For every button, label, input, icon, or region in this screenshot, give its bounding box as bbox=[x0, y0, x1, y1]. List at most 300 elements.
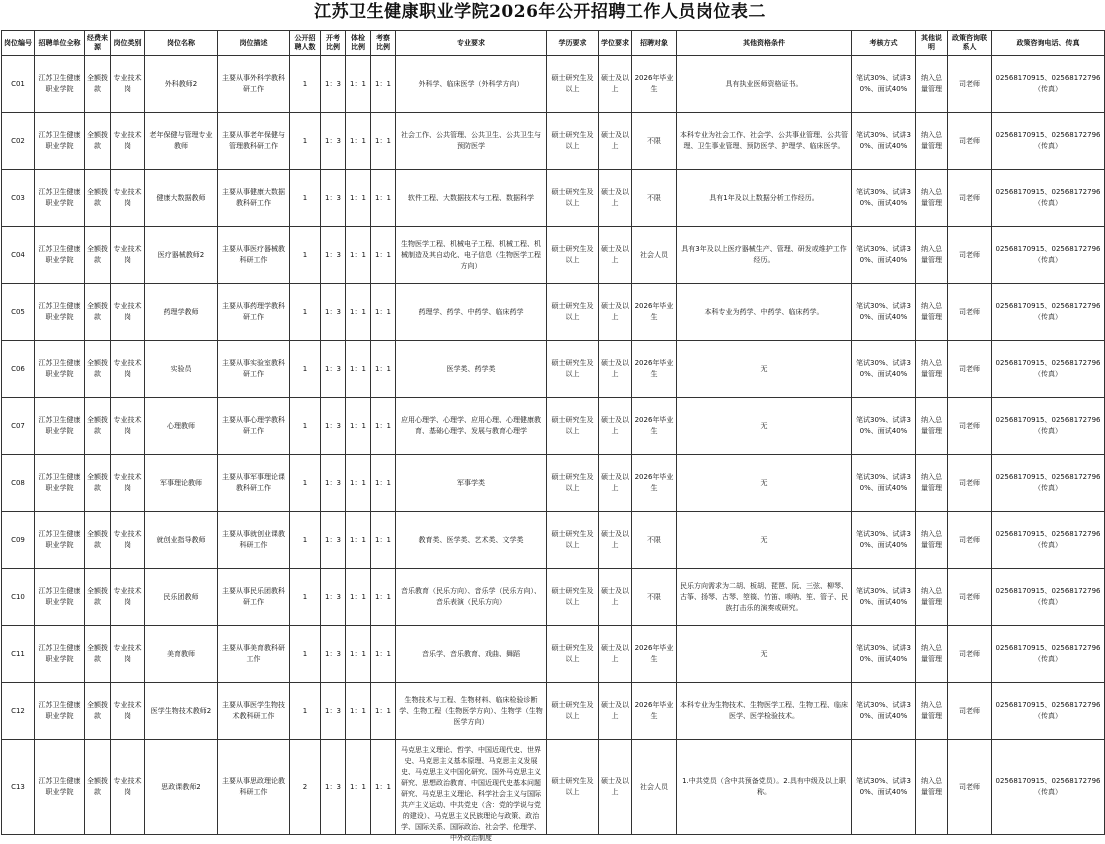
col-funding-text: 全额拨款 bbox=[87, 359, 108, 378]
col-exam-ratio-cell bbox=[321, 170, 346, 227]
col-education-cell bbox=[547, 512, 599, 569]
col-assessment-text: 笔试30%、试讲30%、面试40% bbox=[855, 473, 911, 492]
col-phone-cell bbox=[992, 284, 1105, 341]
col-funding-text: 全额拨款 bbox=[87, 701, 108, 720]
col-post-name-text: 美育教师 bbox=[167, 649, 195, 658]
col-post-desc-cell bbox=[218, 683, 290, 740]
col-headcount-text: 1 bbox=[302, 535, 308, 544]
col-post-name-text: 军事理论教师 bbox=[160, 478, 202, 487]
col-post-id-text: C12 bbox=[11, 706, 25, 715]
col-other-conditions-text: 无 bbox=[760, 421, 768, 430]
col-funding-cell bbox=[85, 569, 111, 626]
col-other-notes-text: 纳入总量管理 bbox=[921, 701, 942, 720]
col-unit-text: 江苏卫生健康职业学院 bbox=[38, 644, 81, 663]
col-major-text: 软件工程、大数据技术与工程、数据科学 bbox=[408, 193, 534, 202]
col-post-id-text: C07 bbox=[11, 421, 25, 430]
col-medical-ratio-cell bbox=[346, 455, 371, 512]
col-medical-ratio-cell bbox=[346, 341, 371, 398]
col-education-text: 硕士研究生及以上 bbox=[551, 302, 594, 321]
col-inspection-ratio-header: 考察比例 bbox=[371, 31, 396, 56]
col-medical-ratio-text: 1：1 bbox=[350, 421, 366, 430]
col-post-category-cell bbox=[111, 683, 145, 740]
col-contact-cell bbox=[948, 170, 992, 227]
col-other-conditions-text: 具有1年及以上数据分析工作经历。 bbox=[709, 193, 819, 202]
col-education-cell bbox=[547, 740, 599, 835]
col-education-cell bbox=[547, 170, 599, 227]
col-unit-cell bbox=[35, 569, 85, 626]
col-headcount-text: 1 bbox=[302, 592, 308, 601]
col-major-cell bbox=[396, 284, 547, 341]
col-target-text: 2026年毕业生 bbox=[634, 74, 674, 93]
col-other-notes-text: 纳入总量管理 bbox=[921, 587, 942, 606]
col-other-notes-cell bbox=[916, 398, 948, 455]
col-funding-cell bbox=[85, 626, 111, 683]
col-degree-text: 硕士及以上 bbox=[601, 131, 629, 150]
col-other-conditions-cell bbox=[677, 113, 852, 170]
col-post-desc-cell bbox=[218, 455, 290, 512]
col-contact-text: 司老师 bbox=[959, 193, 980, 202]
col-degree-text: 硕士及以上 bbox=[601, 302, 629, 321]
col-exam-ratio-text: 1：3 bbox=[325, 649, 341, 658]
col-funding-text: 全额拨款 bbox=[87, 416, 108, 435]
col-post-id-text: C05 bbox=[11, 307, 25, 316]
col-exam-ratio-text: 1：3 bbox=[325, 592, 341, 601]
col-funding-cell bbox=[85, 398, 111, 455]
col-assessment-cell bbox=[852, 683, 916, 740]
col-contact-cell bbox=[948, 626, 992, 683]
col-post-category-text: 专业技术岗 bbox=[113, 473, 142, 492]
col-post-name-cell bbox=[145, 569, 218, 626]
col-post-id-text: C04 bbox=[11, 250, 25, 259]
col-post-name-cell bbox=[145, 170, 218, 227]
col-post-name-cell bbox=[145, 113, 218, 170]
col-post-id-cell bbox=[2, 170, 35, 227]
col-other-conditions-text: 本科专业为生物技术、生物医学工程、生物工程、临床医学、医学检验技术。 bbox=[680, 701, 848, 720]
table-row bbox=[2, 227, 1105, 284]
col-unit-cell bbox=[35, 398, 85, 455]
col-degree-cell bbox=[599, 227, 632, 284]
col-other-conditions-cell bbox=[677, 512, 852, 569]
col-education-text: 硕士研究生及以上 bbox=[551, 644, 594, 663]
col-other-notes-cell bbox=[916, 113, 948, 170]
col-target-cell bbox=[632, 227, 677, 284]
col-post-category-text: 专业技术岗 bbox=[113, 74, 142, 93]
col-funding-text: 全额拨款 bbox=[87, 74, 108, 93]
col-post-name-cell bbox=[145, 398, 218, 455]
col-unit-text: 江苏卫生健康职业学院 bbox=[38, 701, 81, 720]
recruitment-table bbox=[1, 30, 1105, 842]
col-inspection-ratio-text: 1：1 bbox=[375, 421, 391, 430]
col-exam-ratio-text: 1：3 bbox=[325, 364, 341, 373]
col-headcount-text: 1 bbox=[302, 307, 308, 316]
col-post-name-text: 思政课教师2 bbox=[161, 782, 201, 791]
col-post-category-cell bbox=[111, 56, 145, 113]
col-funding-cell bbox=[85, 455, 111, 512]
col-phone-cell bbox=[992, 170, 1105, 227]
col-other-conditions-text: 民乐方向需求为二胡、板胡、琵琶、阮、三弦、柳琴、古筝、扬琴、古琴、箜篌、竹笛、唢呐、笙、管子、民族打击乐的演奏或研究。 bbox=[680, 581, 848, 612]
col-headcount-cell bbox=[290, 740, 321, 835]
col-post-name-text: 老年保健与管理专业教师 bbox=[149, 131, 213, 150]
col-degree-text: 硕士及以上 bbox=[601, 416, 629, 435]
col-post-name-cell bbox=[145, 284, 218, 341]
col-headcount-header: 公开招聘人数 bbox=[290, 31, 321, 56]
col-headcount-cell bbox=[290, 113, 321, 170]
page-title: 江苏卫生健康职业学院2026年公开招聘工作人员岗位表二 bbox=[314, 2, 766, 22]
col-target-text: 2026年毕业生 bbox=[634, 416, 674, 435]
col-inspection-ratio-text: 1：1 bbox=[375, 782, 391, 791]
col-assessment-cell bbox=[852, 56, 916, 113]
col-inspection-ratio-cell bbox=[371, 569, 396, 626]
col-post-category-cell bbox=[111, 113, 145, 170]
col-education-text: 硕士研究生及以上 bbox=[551, 473, 594, 492]
col-other-notes-text: 纳入总量管理 bbox=[921, 245, 942, 264]
col-post-name-text: 医疗器械教师2 bbox=[157, 250, 205, 259]
col-unit-cell bbox=[35, 341, 85, 398]
col-other-notes-cell bbox=[916, 227, 948, 284]
col-post-category-text: 专业技术岗 bbox=[113, 245, 142, 264]
col-inspection-ratio-text: 1：1 bbox=[375, 649, 391, 658]
col-post-id-text: C06 bbox=[11, 364, 25, 373]
col-education-text: 硕士研究生及以上 bbox=[551, 587, 594, 606]
col-post-name-cell bbox=[145, 227, 218, 284]
col-unit-cell bbox=[35, 455, 85, 512]
col-other-notes-cell bbox=[916, 683, 948, 740]
col-inspection-ratio-cell bbox=[371, 512, 396, 569]
col-post-category-text: 专业技术岗 bbox=[113, 359, 142, 378]
col-other-notes-text: 纳入总量管理 bbox=[921, 74, 942, 93]
col-assessment-text: 笔试30%、试讲30%、面试40% bbox=[855, 131, 911, 150]
col-funding-text: 全额拨款 bbox=[87, 473, 108, 492]
col-contact-cell bbox=[948, 341, 992, 398]
col-post-name-text: 健康大数据教师 bbox=[156, 193, 206, 202]
col-exam-ratio-cell bbox=[321, 341, 346, 398]
col-education-text: 硕士研究生及以上 bbox=[551, 416, 594, 435]
col-medical-ratio-text: 1：1 bbox=[350, 79, 366, 88]
col-major-cell bbox=[396, 227, 547, 284]
col-funding-cell bbox=[85, 170, 111, 227]
col-post-desc-text: 主要从事外科学教科研工作 bbox=[222, 74, 285, 93]
col-medical-ratio-text: 1：1 bbox=[350, 478, 366, 487]
col-other-conditions-text: 无 bbox=[760, 478, 768, 487]
col-contact-cell bbox=[948, 284, 992, 341]
col-exam-ratio-text: 1：3 bbox=[325, 136, 341, 145]
col-other-conditions-cell bbox=[677, 56, 852, 113]
col-education-cell bbox=[547, 341, 599, 398]
col-post-id-cell bbox=[2, 227, 35, 284]
col-unit-text: 江苏卫生健康职业学院 bbox=[38, 74, 81, 93]
col-target-cell bbox=[632, 170, 677, 227]
col-education-cell bbox=[547, 626, 599, 683]
col-major-cell bbox=[396, 455, 547, 512]
table-row bbox=[2, 740, 1105, 835]
col-education-cell bbox=[547, 455, 599, 512]
col-inspection-ratio-text: 1：1 bbox=[375, 592, 391, 601]
col-major-cell bbox=[396, 56, 547, 113]
col-headcount-text: 1 bbox=[302, 364, 308, 373]
col-inspection-ratio-text: 1：1 bbox=[375, 364, 391, 373]
col-post-desc-text: 主要从事心理学教科研工作 bbox=[222, 416, 285, 435]
col-target-cell bbox=[632, 626, 677, 683]
col-other-notes-cell bbox=[916, 341, 948, 398]
col-other-notes-text: 纳入总量管理 bbox=[921, 644, 942, 663]
col-target-cell bbox=[632, 56, 677, 113]
col-post-category-header: 岗位类别 bbox=[111, 31, 145, 56]
col-unit-text: 江苏卫生健康职业学院 bbox=[38, 777, 81, 796]
col-degree-text: 硕士及以上 bbox=[601, 188, 629, 207]
col-post-id-text: C11 bbox=[11, 649, 25, 658]
col-unit-text: 江苏卫生健康职业学院 bbox=[38, 416, 81, 435]
col-headcount-text: 1 bbox=[302, 706, 308, 715]
col-major-header: 专业要求 bbox=[396, 31, 547, 56]
col-exam-ratio-cell bbox=[321, 398, 346, 455]
col-headcount-text: 1 bbox=[302, 79, 308, 88]
col-medical-ratio-cell bbox=[346, 113, 371, 170]
col-education-cell bbox=[547, 56, 599, 113]
col-medical-ratio-cell bbox=[346, 56, 371, 113]
col-inspection-ratio-cell bbox=[371, 683, 396, 740]
table-row bbox=[2, 113, 1105, 170]
col-headcount-cell bbox=[290, 569, 321, 626]
col-post-desc-text: 主要从事就创业课教科研工作 bbox=[222, 530, 285, 549]
col-target-text: 2026年毕业生 bbox=[634, 359, 674, 378]
col-assessment-text: 笔试30%、试讲30%、面试40% bbox=[855, 587, 911, 606]
col-funding-cell bbox=[85, 56, 111, 113]
col-funding-cell bbox=[85, 740, 111, 835]
col-post-id-cell bbox=[2, 56, 35, 113]
col-medical-ratio-text: 1：1 bbox=[350, 364, 366, 373]
col-unit-cell bbox=[35, 227, 85, 284]
col-target-header: 招聘对象 bbox=[632, 31, 677, 56]
col-other-conditions-header: 其他资格条件 bbox=[677, 31, 852, 56]
col-post-desc-text: 主要从事医疗器械教科研工作 bbox=[222, 245, 285, 264]
col-target-cell bbox=[632, 398, 677, 455]
col-other-notes-text: 纳入总量管理 bbox=[921, 777, 942, 796]
col-major-cell bbox=[396, 512, 547, 569]
col-inspection-ratio-cell bbox=[371, 170, 396, 227]
col-medical-ratio-text: 1：1 bbox=[350, 592, 366, 601]
col-assessment-cell bbox=[852, 455, 916, 512]
col-education-cell bbox=[547, 227, 599, 284]
col-target-text: 不限 bbox=[647, 535, 661, 544]
col-post-desc-cell bbox=[218, 341, 290, 398]
col-target-text: 不限 bbox=[647, 193, 661, 202]
col-target-cell bbox=[632, 569, 677, 626]
col-unit-text: 江苏卫生健康职业学院 bbox=[38, 473, 81, 492]
col-target-text: 社会人员 bbox=[640, 782, 668, 791]
col-degree-text: 硕士及以上 bbox=[601, 359, 629, 378]
col-phone-cell bbox=[992, 341, 1105, 398]
col-other-conditions-text: 无 bbox=[760, 535, 768, 544]
col-post-category-text: 专业技术岗 bbox=[113, 131, 142, 150]
col-education-cell bbox=[547, 398, 599, 455]
col-inspection-ratio-cell bbox=[371, 227, 396, 284]
table-row bbox=[2, 626, 1105, 683]
col-inspection-ratio-cell bbox=[371, 341, 396, 398]
col-post-desc-text: 主要从事军事理论课教科研工作 bbox=[222, 473, 285, 492]
col-other-conditions-text: 无 bbox=[760, 364, 768, 373]
col-contact-cell bbox=[948, 740, 992, 835]
col-post-desc-text: 主要从事民乐团教科研工作 bbox=[222, 587, 285, 606]
col-exam-ratio-text: 1：3 bbox=[325, 478, 341, 487]
table-row bbox=[2, 398, 1105, 455]
col-phone-text: 02568170915、02568172796（传真） bbox=[995, 644, 1101, 663]
col-education-text: 硕士研究生及以上 bbox=[551, 359, 594, 378]
col-post-category-cell bbox=[111, 740, 145, 835]
col-major-text: 社会工作、公共管理、公共卫生、公共卫生与预防医学 bbox=[401, 131, 541, 150]
col-other-notes-text: 纳入总量管理 bbox=[921, 530, 942, 549]
col-degree-text: 硕士及以上 bbox=[601, 530, 629, 549]
col-degree-text: 硕士及以上 bbox=[601, 245, 629, 264]
col-headcount-cell bbox=[290, 398, 321, 455]
col-phone-text: 02568170915、02568172796（传真） bbox=[995, 530, 1101, 549]
col-post-id-cell bbox=[2, 569, 35, 626]
col-contact-cell bbox=[948, 227, 992, 284]
col-assessment-text: 笔试30%、试讲30%、面试40% bbox=[855, 777, 911, 796]
col-headcount-cell bbox=[290, 455, 321, 512]
col-phone-text: 02568170915、02568172796（传真） bbox=[995, 701, 1101, 720]
col-exam-ratio-text: 1：3 bbox=[325, 307, 341, 316]
col-major-text: 外科学、临床医学（外科学方向） bbox=[418, 79, 524, 88]
col-post-desc-text: 主要从事健康大数据教科研工作 bbox=[222, 188, 285, 207]
col-funding-text: 全额拨款 bbox=[87, 245, 108, 264]
col-headcount-cell bbox=[290, 284, 321, 341]
col-contact-cell bbox=[948, 398, 992, 455]
col-post-id-cell bbox=[2, 455, 35, 512]
table-row bbox=[2, 284, 1105, 341]
col-assessment-text: 笔试30%、试讲30%、面试40% bbox=[855, 359, 911, 378]
col-funding-header: 经费来源 bbox=[85, 31, 111, 56]
col-exam-ratio-cell bbox=[321, 569, 346, 626]
col-inspection-ratio-text: 1：1 bbox=[375, 79, 391, 88]
table-row bbox=[2, 170, 1105, 227]
col-funding-text: 全额拨款 bbox=[87, 188, 108, 207]
col-unit-cell bbox=[35, 113, 85, 170]
col-post-id-text: C09 bbox=[11, 535, 25, 544]
col-post-name-text: 就创业指导教师 bbox=[156, 535, 206, 544]
col-medical-ratio-cell bbox=[346, 170, 371, 227]
col-target-text: 2026年毕业生 bbox=[634, 302, 674, 321]
col-headcount-cell bbox=[290, 683, 321, 740]
col-phone-cell bbox=[992, 56, 1105, 113]
col-phone-cell bbox=[992, 512, 1105, 569]
col-medical-ratio-text: 1：1 bbox=[350, 649, 366, 658]
col-post-category-cell bbox=[111, 341, 145, 398]
col-headcount-text: 1 bbox=[302, 250, 308, 259]
col-headcount-cell bbox=[290, 170, 321, 227]
col-funding-text: 全额拨款 bbox=[87, 587, 108, 606]
col-other-notes-text: 纳入总量管理 bbox=[921, 473, 942, 492]
col-medical-ratio-cell bbox=[346, 227, 371, 284]
col-other-conditions-cell bbox=[677, 170, 852, 227]
col-post-desc-cell bbox=[218, 170, 290, 227]
col-education-cell bbox=[547, 569, 599, 626]
col-major-text: 军事学类 bbox=[457, 478, 485, 487]
col-degree-header: 学位要求 bbox=[599, 31, 632, 56]
col-major-cell bbox=[396, 569, 547, 626]
col-contact-cell bbox=[948, 569, 992, 626]
col-major-text: 应用心理学、心理学、应用心理、心理健康教育、基础心理学、发展与教育心理学 bbox=[401, 416, 541, 435]
col-inspection-ratio-text: 1：1 bbox=[375, 250, 391, 259]
col-medical-ratio-text: 1：1 bbox=[350, 193, 366, 202]
col-other-conditions-cell bbox=[677, 341, 852, 398]
col-contact-text: 司老师 bbox=[959, 782, 980, 791]
table-row bbox=[2, 455, 1105, 512]
col-exam-ratio-header: 开考比例 bbox=[321, 31, 346, 56]
col-contact-text: 司老师 bbox=[959, 136, 980, 145]
col-contact-cell bbox=[948, 683, 992, 740]
col-unit-cell bbox=[35, 626, 85, 683]
col-contact-text: 司老师 bbox=[959, 592, 980, 601]
col-contact-cell bbox=[948, 455, 992, 512]
col-post-desc-text: 主要从事思政理论教科研工作 bbox=[222, 777, 285, 796]
col-assessment-cell bbox=[852, 398, 916, 455]
col-medical-ratio-text: 1：1 bbox=[350, 136, 366, 145]
col-post-name-text: 外科教师2 bbox=[164, 79, 198, 88]
col-exam-ratio-cell bbox=[321, 113, 346, 170]
col-unit-text: 江苏卫生健康职业学院 bbox=[38, 131, 81, 150]
col-post-category-cell bbox=[111, 455, 145, 512]
col-phone-text: 02568170915、02568172796（传真） bbox=[995, 587, 1101, 606]
col-major-text: 马克思主义理论、哲学、中国近现代史、世界史、马克思主义基本原理、马克思主义发展史、马克思主义中国化研究、国外马克思主义研究、思想政治教育、中国近现代史基本问题研究、马克思主义理论、科学社会主义与国际共产主义运动、中共党史（含：党的学说与党的建设）、马克思主义民族理论与政策、政治学、国际关系、国际政治、社会学、伦理学、中外政治制度 bbox=[401, 746, 541, 842]
col-funding-text: 全额拨款 bbox=[87, 777, 108, 796]
col-post-id-cell bbox=[2, 341, 35, 398]
col-headcount-cell bbox=[290, 56, 321, 113]
col-other-notes-cell bbox=[916, 512, 948, 569]
col-inspection-ratio-cell bbox=[371, 626, 396, 683]
col-assessment-cell bbox=[852, 113, 916, 170]
col-unit-text: 江苏卫生健康职业学院 bbox=[38, 188, 81, 207]
col-degree-cell bbox=[599, 284, 632, 341]
col-education-cell bbox=[547, 113, 599, 170]
col-post-category-cell bbox=[111, 227, 145, 284]
col-phone-cell bbox=[992, 740, 1105, 835]
col-post-category-text: 专业技术岗 bbox=[113, 188, 142, 207]
col-education-text: 硕士研究生及以上 bbox=[551, 131, 594, 150]
col-contact-text: 司老师 bbox=[959, 649, 980, 658]
col-other-conditions-cell bbox=[677, 227, 852, 284]
col-exam-ratio-text: 1：3 bbox=[325, 535, 341, 544]
col-medical-ratio-cell bbox=[346, 398, 371, 455]
col-other-notes-cell bbox=[916, 569, 948, 626]
col-post-id-text: C08 bbox=[11, 478, 25, 487]
col-headcount-text: 1 bbox=[302, 421, 308, 430]
col-post-category-text: 专业技术岗 bbox=[113, 701, 142, 720]
col-headcount-text: 1 bbox=[302, 136, 308, 145]
col-other-conditions-cell bbox=[677, 398, 852, 455]
col-exam-ratio-text: 1：3 bbox=[325, 250, 341, 259]
col-major-text: 生物技术与工程、生物材料、临床检验诊断学、生物工程（生物医学方向）、生物学（生物医学方向） bbox=[399, 695, 543, 726]
col-unit-cell bbox=[35, 512, 85, 569]
col-post-name-cell bbox=[145, 683, 218, 740]
col-other-notes-text: 纳入总量管理 bbox=[921, 416, 942, 435]
col-contact-text: 司老师 bbox=[959, 250, 980, 259]
col-funding-cell bbox=[85, 113, 111, 170]
header-row bbox=[2, 31, 1105, 56]
col-unit-text: 江苏卫生健康职业学院 bbox=[38, 530, 81, 549]
col-post-category-text: 专业技术岗 bbox=[113, 777, 142, 796]
col-funding-cell bbox=[85, 341, 111, 398]
col-headcount-cell bbox=[290, 626, 321, 683]
col-inspection-ratio-cell bbox=[371, 56, 396, 113]
col-headcount-cell bbox=[290, 512, 321, 569]
col-target-cell bbox=[632, 740, 677, 835]
col-unit-cell bbox=[35, 683, 85, 740]
col-assessment-text: 笔试30%、试讲30%、面试40% bbox=[855, 530, 911, 549]
col-post-desc-cell bbox=[218, 227, 290, 284]
col-inspection-ratio-text: 1：1 bbox=[375, 478, 391, 487]
col-post-name-cell bbox=[145, 626, 218, 683]
col-post-desc-cell bbox=[218, 56, 290, 113]
